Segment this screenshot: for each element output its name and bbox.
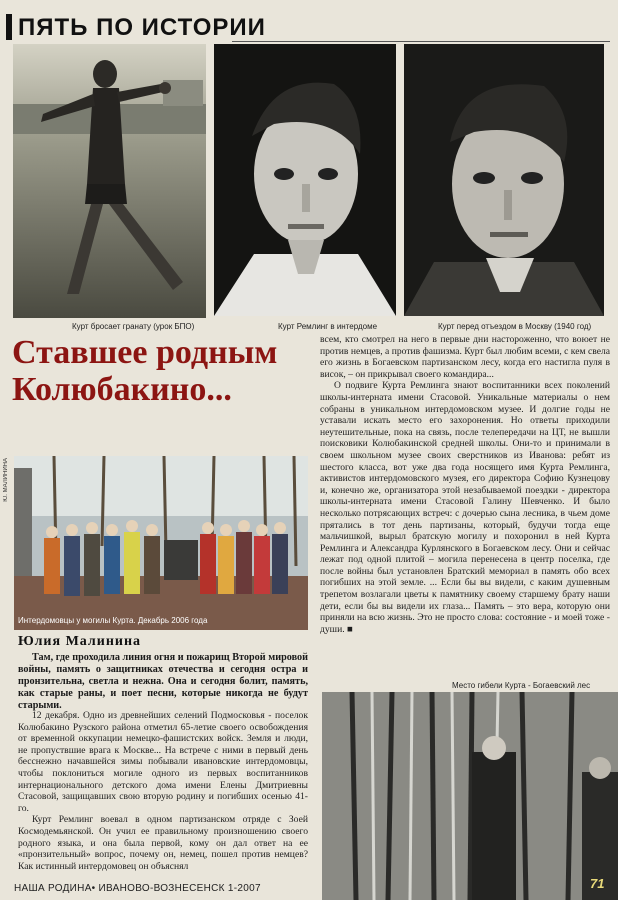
- body-paragraph: О подвиге Курта Ремлинга знают воспитанники всех поколений школы-интерната имени Стасовой. Уникальные материалы о нем собраны в уникальном интердомовском музее. И долгие годы не уставали искать место его захоронения. Но ответы приходили неутешительные, пока на связь, после телепередачи на ЦТ, не вышли поисковики Колюбакинской средней школы. Они-то и принимали в своем школьном музее своих сверстников из Иванова: ребят из шестого класса, вот уже два года носящего имя Курта Ремлинга, активистов интердомовского музея, его директора Софию Кузнецову и, конечно же, организатора этой незабываемой поездки - директора школы-интерната имени Стасовой Галину Шевченко. И было несколько потрясающих встреч: с дочерью сына лесника, в чьем доме прятались в тот день партизаны, который, будучи тогда еще мальчишкой, вырыл братскую могилу и похоронил в ней Курта Ремлинга и Александра Курлянского в Богаевском лесу. Они и сейчас лежат под одной плитой – могила перенесена в центр поселка, где после войны был установлен Братский мемориал в память обо всех погибших на этой земле. ... Если бы вы видели, с каким душевным трепетом возлагали цветы к памятнику своему старшему брату наши дети, если бы вы видели их глаза... Память – это вера, которую они приняли на всю жизнь. Это не просто слова: состояние - и моей тоже - души. ■: [320, 380, 610, 635]
- photo-portrait-interdom: [214, 44, 396, 316]
- article-lead: Там, где проходила линия огня и пожарищ Второй мировой войны, память о защитниках отечества и сегодня остра и пронзительна, светла и нежна. Она и сегодня болит, память, как старые раны, и поет песни, которые никогда не будут старыми.: [18, 652, 308, 711]
- section-rule: [232, 41, 610, 42]
- photo-group-at-grave: [14, 456, 308, 630]
- section-bar: [6, 14, 12, 40]
- body-column-right: [320, 334, 610, 635]
- caption-photo-1: Курт бросает гранату (урок БПО): [72, 322, 195, 331]
- body-paragraph: Курт Ремлинг воевал в одном партизанском отряде с Зоей Космодемьянской. Он учил ее правильному произношению своего родного языка, и она была первой, кому он дал ответ на ее «пронзительный» вопрос, почему он, немец, пошел против немцев? Как истинный интердомовец он объяснял: [18, 814, 308, 872]
- body-column-left: [18, 710, 308, 872]
- photo-forest: [322, 692, 618, 900]
- body-paragraph: 12 декабря. Одно из древнейших селений Подмосковья - поселок Колюбакино Рузского района отметил 65-летие своего освобождения от временной оккупации немецко-фашистских войск. Земля и люди, не пропуствшие врага к Москве... На встрече с ними в первый день бесснежно начавшейся зимы побывали ивановские интердомовцы, чтобы поклониться могиле одного из первых воспитанников интернационального детского дома имени Елены Дмитриевны Стасовой, защищавших свою вторую родину и погибших осенью 41-го.: [18, 710, 308, 814]
- page-number: 71: [590, 876, 605, 891]
- footer-publication: НАША РОДИНА• ИВАНОВО-ВОЗНЕСЕНСК 1-2007: [14, 883, 261, 894]
- author-name: Юлия Малинина: [18, 634, 142, 649]
- section-header: [0, 8, 618, 42]
- photo-grenade-throw: [13, 44, 206, 318]
- caption-forest: Место гибели Курта - Богаевский лес: [452, 681, 591, 690]
- caption-photo-2: Курт Ремлинг в интердоме: [278, 322, 378, 331]
- caption-photo-3: Курт перед отъездом в Москву (1940 год): [438, 322, 592, 331]
- section-title: ПЯТЬ ПО ИСТОРИИ: [18, 14, 266, 41]
- article-headline: Ставшее родным Колюбакино...: [12, 334, 278, 408]
- photo-credit: Ю. МАЛИНИНА: [3, 458, 9, 502]
- photo-portrait-moscow: [404, 44, 604, 316]
- body-paragraph: всем, кто смотрел на него в первые дни настороженно, что воюет не против немцев, а против фашизма. Курт был любим всеми, с кем свела его жизнь в Богаевском партизанском лесу, когда его настигла пуля в висок, – он прикрывал своего командира...: [320, 334, 610, 380]
- caption-group: Интердомовцы у могилы Курта. Декабрь 2006 года: [18, 616, 208, 625]
